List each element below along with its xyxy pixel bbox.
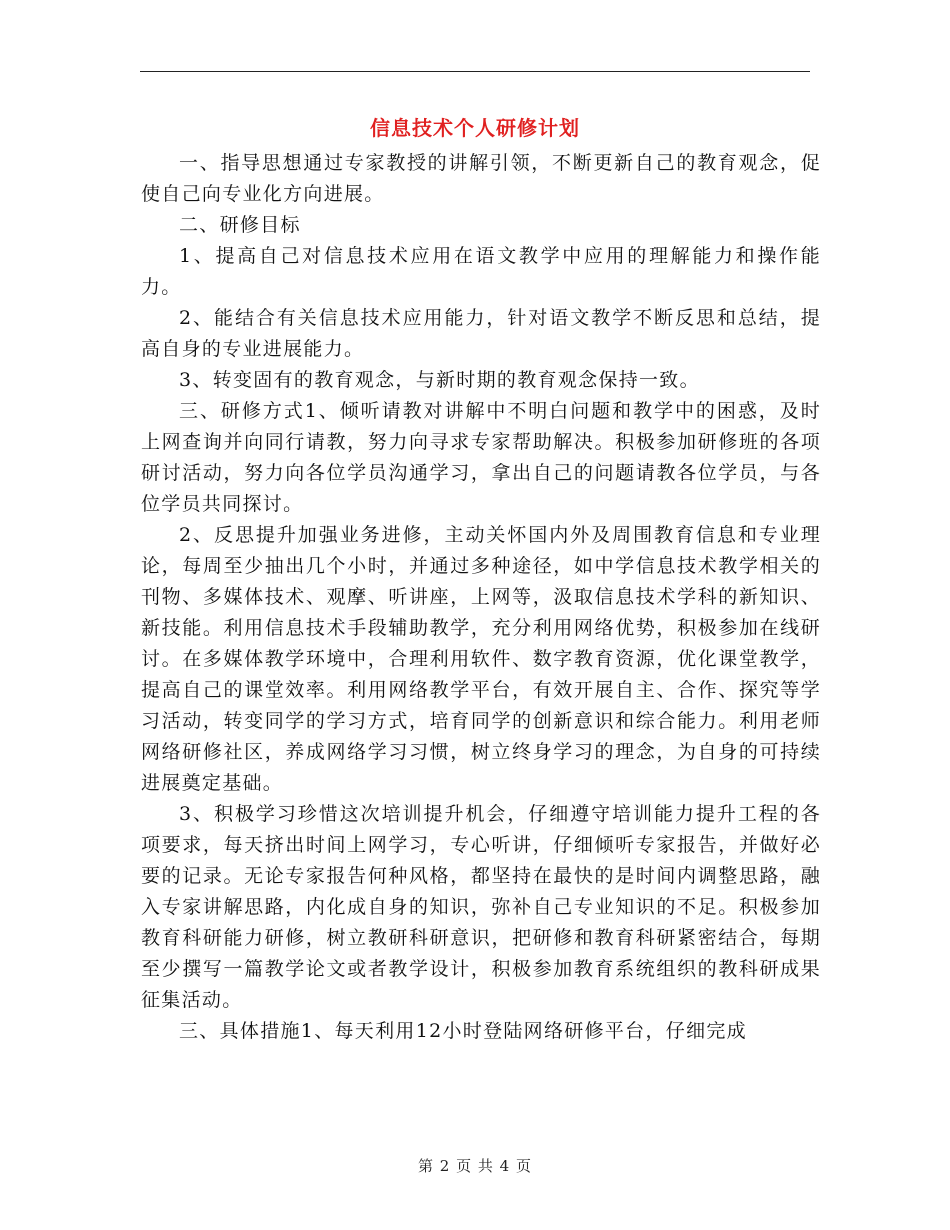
document-title: 信息技术个人研修计划	[370, 116, 580, 140]
paragraph-methods-3: 3、积极学习珍惜这次培训提升机会，仔细遵守培训能力提升工程的各项要求，每天挤出时间上网学习，专心听讲，仔细倾听专家报告，并做好必要的记录。无论专家报告何种风格，都坚持在最快的是时间内调整思路，融入专家讲解思路，内化成自身的知识，弥补自己专业知识的不足。积极参加教育科研能力研修，树立教研科研意识，把研修和教育科研紧密结合，每期至少撰写一篇教学论文或者教学设计，积极参加教育系统组织的教科研成果征集活动。	[141, 803, 821, 1011]
document-body	[141, 148, 821, 1047]
page-number: 第 2 页 共 4 页	[418, 1157, 532, 1175]
paragraph-measures: 三、具体措施1、每天利用12小时登陆网络研修平台，仔细完成	[179, 1020, 747, 1042]
paragraph-goals-heading: 二、研修目标	[179, 214, 301, 236]
paragraph-goal-1: 1、提高自己对信息技术应用在语文教学中应用的理解能力和操作能力。	[141, 245, 821, 298]
header-rule	[140, 71, 810, 72]
paragraph-goal-3: 3、转变固有的教育观念，与新时期的教育观念保持一致。	[179, 369, 700, 391]
paragraph-methods-1: 三、研修方式1、倾听请教对讲解中不明白问题和教学中的困惑，及时上网查询并向同行请教，努力向寻求专家帮助解决。积极参加研修班的各项研讨活动，努力向各位学员沟通学习，拿出自己的问题请教各位学员，与各位学员共同探讨。	[141, 400, 821, 515]
paragraph-methods-2: 2、反思提升加强业务进修，主动关怀国内外及周围教育信息和专业理论，每周至少抽出几个小时，并通过多种途径，如中学信息技术教学相关的刊物、多媒体技术、观摩、听讲座，上网等，汲取信息技术学科的新知识、新技能。利用信息技术手段辅助教学，充分利用网络优势，积极参加在线研讨。在多媒体教学环境中，合理利用软件、数字教育资源，优化课堂教学，提高自己的课堂效率。利用网络教学平台，有效开展自主、合作、探究等学习活动，转变同学的学习方式，培育同学的创新意识和综合能力。利用老师网络研修社区，养成网络学习习惯，树立终身学习的理念，为自身的可持续进展奠定基础。	[141, 524, 821, 794]
paragraph-guiding-thought: 一、指导思想通过专家教授的讲解引领，不断更新自己的教育观念，促使自己向专业化方向进展。	[141, 152, 821, 205]
paragraph-goal-2: 2、能结合有关信息技术应用能力，针对语文教学不断反思和总结，提高自身的专业进展能力。	[141, 307, 821, 360]
